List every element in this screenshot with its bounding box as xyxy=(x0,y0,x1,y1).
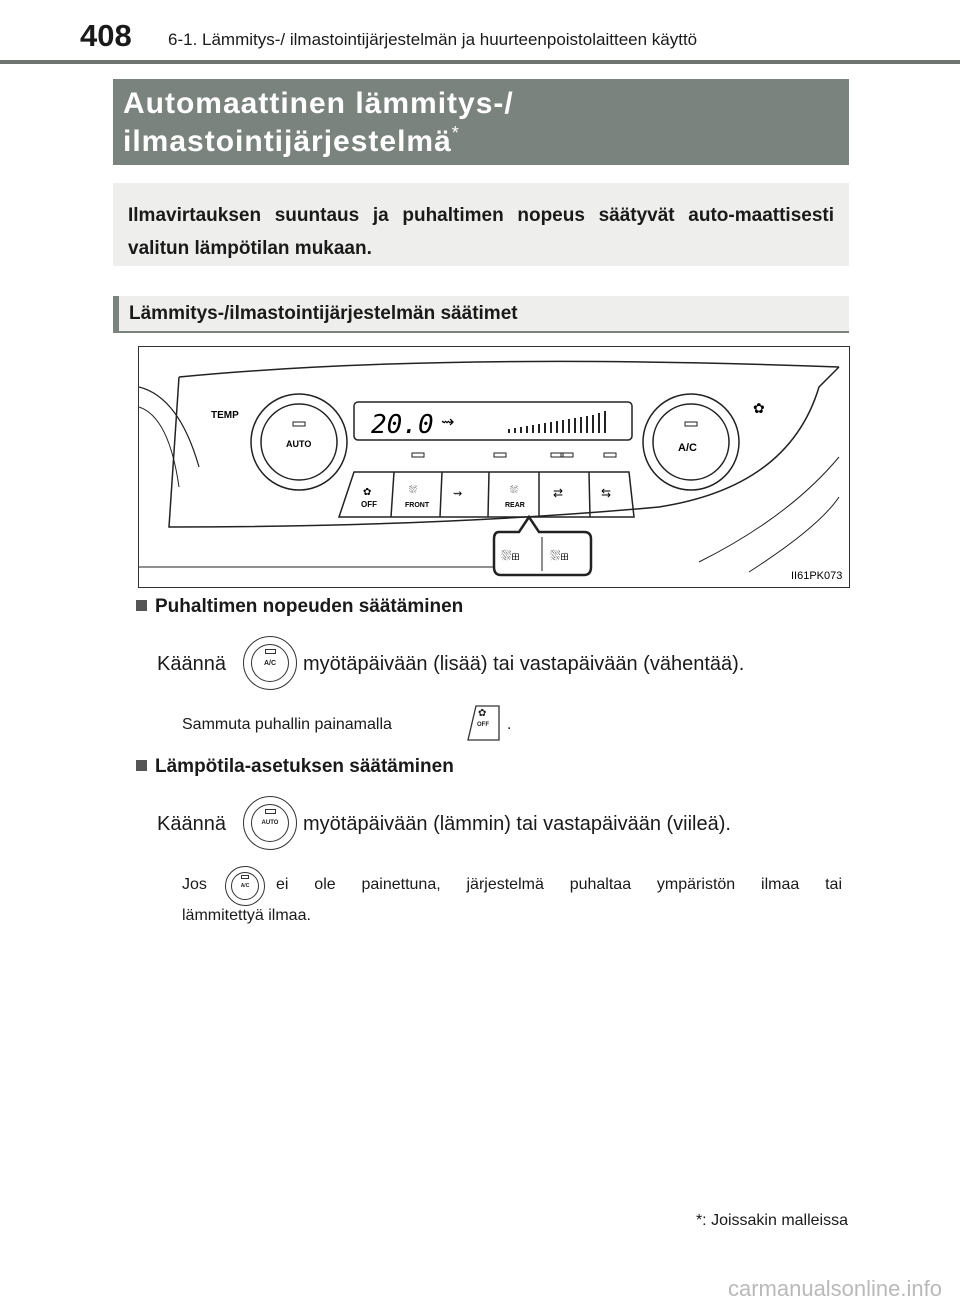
section1-heading xyxy=(136,596,463,618)
windshield-icon[interactable]: ⇝ xyxy=(453,488,463,500)
section2-note-line2: lämmitettyä ilmaa. xyxy=(182,907,311,924)
fan-off-icon: ✿ xyxy=(363,487,372,498)
intro-text: Ilmavirtauksen suuntaus ja puhaltimen nopeus säätyvät auto-maattisesti valitun lämpötilan mukaan. xyxy=(128,205,834,259)
ac-button-icon-label: A/C xyxy=(240,883,250,889)
front-defrost-icon: ⛆ xyxy=(409,485,417,496)
rear-defrost-icon: ⛆ xyxy=(510,485,518,496)
subheading-accent xyxy=(113,296,119,331)
btn-front-label[interactable]: FRONT xyxy=(405,502,430,509)
ac-label: A/C xyxy=(678,442,697,454)
mirror-heater-icon: ⛆⊞ xyxy=(501,548,520,563)
intro-box xyxy=(113,183,849,266)
section1-note-after: . xyxy=(507,716,512,733)
section2-heading-text: Lämpötila-asetuksen säätäminen xyxy=(155,756,454,777)
section2-text-after: myötäpäivään (lämmin) tai vastapäivään (viileä). xyxy=(303,813,731,835)
fan-off-icon-label: OFF xyxy=(477,722,489,728)
fan-off-button-icon xyxy=(466,704,500,742)
auto-knob-icon-label: AUTO xyxy=(261,820,279,826)
title-banner xyxy=(113,79,849,165)
display-temperature: 20.0 xyxy=(371,410,434,440)
airflow-icon: ⇝ xyxy=(441,414,455,431)
title-asterisk: * xyxy=(451,123,460,143)
fan-level-bars xyxy=(509,411,605,433)
header-rule xyxy=(0,60,960,64)
section2-note-after: ei ole painettuna, järjestelmä puhaltaa ympäristön ilmaa tai xyxy=(276,876,842,893)
section1-text-before: Käännä xyxy=(157,653,226,675)
button-row xyxy=(339,472,634,517)
btn-rear-label[interactable]: REAR xyxy=(505,502,525,509)
title-line-2-text: ilmastointijärjestelmä xyxy=(123,125,452,158)
fan-icon: ✿ xyxy=(753,400,765,416)
control-panel-illustration xyxy=(139,347,849,587)
recirc-icon[interactable]: ⇄ xyxy=(553,486,564,500)
ac-knob-icon xyxy=(243,636,297,690)
ac-button-icon xyxy=(225,866,265,906)
wiper-deicer-icon: ⛆⊞ xyxy=(550,548,569,563)
watermark: carmanualsonline.info xyxy=(727,1276,942,1301)
section1-note-before: Sammuta puhallin painamalla xyxy=(182,716,392,733)
section2-text-before: Käännä xyxy=(157,813,226,835)
auto-knob-icon xyxy=(243,796,297,850)
figure-id: II61PK073 xyxy=(791,570,843,582)
btn-off-label[interactable]: OFF xyxy=(361,500,377,509)
control-panel-figure xyxy=(138,346,850,588)
fresh-air-icon[interactable]: ⇆ xyxy=(601,486,612,500)
title-line-2 xyxy=(123,123,460,159)
section2-heading xyxy=(136,756,454,778)
section1-text-after: myötäpäivään (lisää) tai vastapäivään (vähentää). xyxy=(303,653,745,675)
chapter-title: 6-1. Lämmitys-/ ilmastointijärjestelmän ja huurteenpoistolaitteen käyttö xyxy=(168,30,698,49)
title-line-1: Automaattinen lämmitys-/ xyxy=(123,87,514,120)
ac-knob-icon-label: A/C xyxy=(263,660,277,667)
auto-label: AUTO xyxy=(286,439,312,449)
section1-heading-text: Puhaltimen nopeuden säätäminen xyxy=(155,596,464,617)
temp-label: TEMP xyxy=(211,410,239,421)
page-number: 408 xyxy=(80,18,132,53)
footnote-text: : Joissakin malleissa xyxy=(702,1212,848,1229)
footnote-symbol: * xyxy=(695,1212,703,1229)
subheading-bar xyxy=(113,296,849,333)
section2-note-before: Jos xyxy=(182,876,207,893)
subheading-text: Lämmitys-/ilmastointijärjestelmän säätimet xyxy=(129,303,518,324)
footnote xyxy=(696,1212,848,1230)
fan-glyph-icon: ✿ xyxy=(478,708,487,719)
